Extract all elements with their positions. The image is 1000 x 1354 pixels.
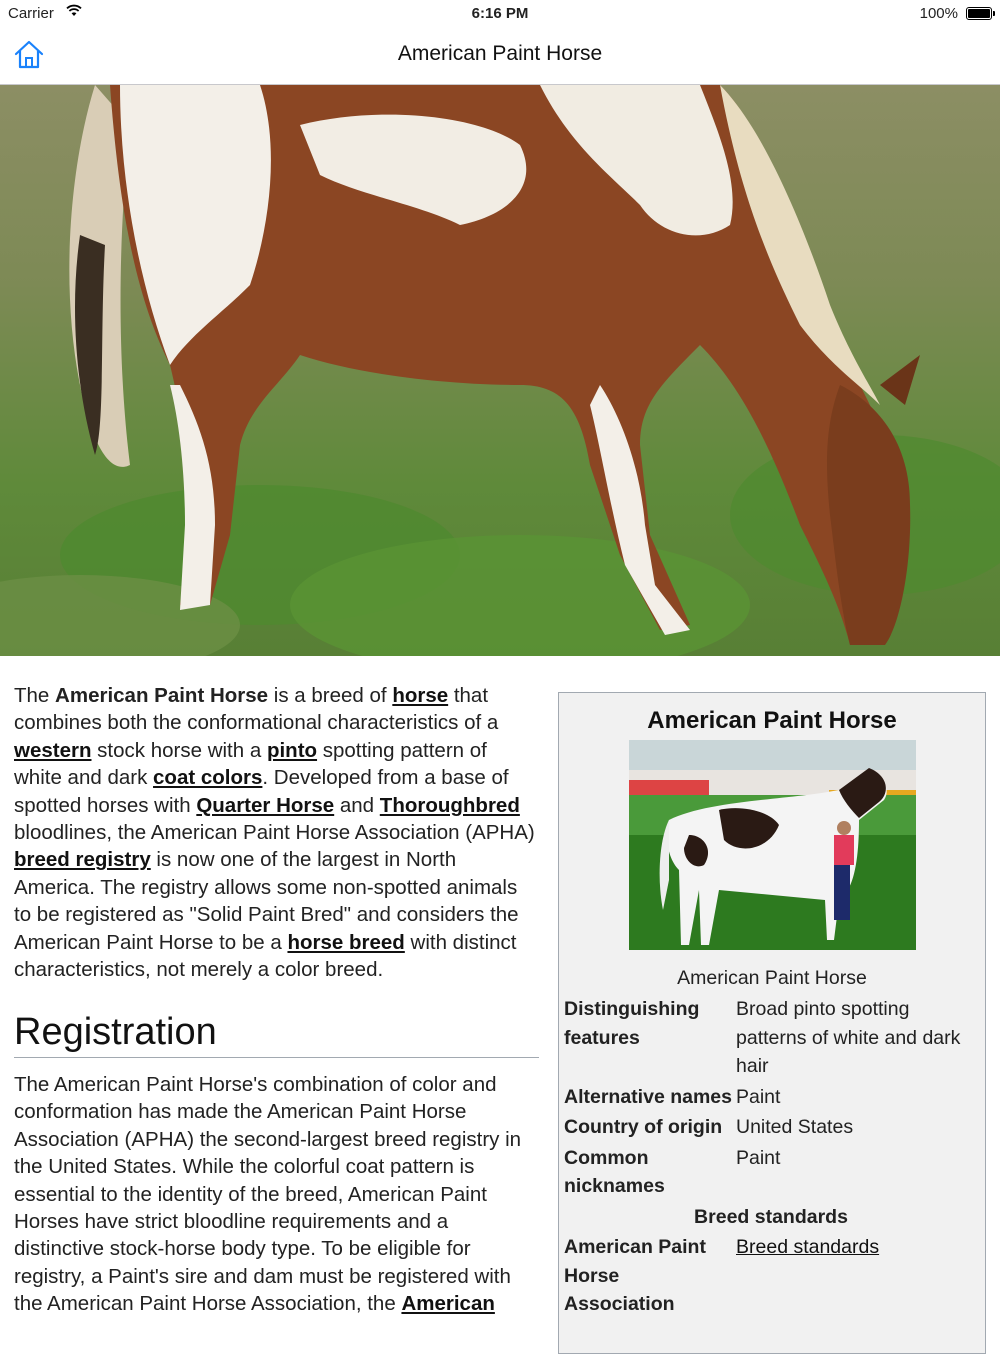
intro-paragraph: The American Paint Horse is a breed of horse that combines both the conformational characteristics of a western stock horse with a pinto spotting pattern of white and dark coat colors. Developed from a base of spotted horses with Quarter Horse and Thoroughbred bloodlines, the American Paint Horse Association (APHA) breed registry is now one of the largest in North America. The registry allows some non-spotted animals to be registered as "Solid Paint Bred" and considers the American Paint Horse to be a horse breed with distinct characteristics, not merely a color breed. <box>14 684 535 982</box>
article-body <box>14 682 539 1318</box>
status-bar <box>0 0 1000 28</box>
link-american[interactable]: American <box>401 1292 495 1316</box>
infobox <box>558 692 986 1354</box>
link-breed-standards[interactable]: Breed standards <box>736 1236 880 1258</box>
link-quarter-horse[interactable]: Quarter Horse <box>196 793 335 817</box>
page-title: American Paint Horse <box>397 42 603 65</box>
infobox-section-row <box>562 1202 980 1233</box>
row-label: Alternative names <box>564 1085 732 1108</box>
link-western[interactable]: western <box>14 738 92 762</box>
row-label: Country of origin <box>564 1116 723 1138</box>
link-pinto[interactable]: pinto <box>266 738 318 762</box>
infobox-row <box>562 1082 980 1113</box>
row-label: Common nicknames <box>564 1146 665 1197</box>
row-label: American Paint Horse Association <box>564 1236 706 1315</box>
row-value: Broad pinto spotting patterns of white and dark hair <box>736 998 961 1077</box>
infobox-caption: American Paint Horse <box>677 967 867 989</box>
row-value <box>734 1232 980 1320</box>
infobox-row <box>562 1112 980 1143</box>
row-value: United States <box>736 1116 854 1138</box>
row-value: Paint <box>736 1085 781 1108</box>
link-horse[interactable]: horse <box>392 684 449 707</box>
infobox-table <box>562 994 980 1320</box>
infobox-title: American Paint Horse <box>647 707 897 734</box>
link-horse-breed[interactable]: horse breed <box>287 930 405 954</box>
registration-paragraph: The American Paint Horse's combination of color and conformation has made the American Paint Horse Association (APHA) the second-largest breed registry in the United States. While the colorful coat pattern is essential to the identity of the breed, American Paint Horses have strict bloodline requirements and a distinctive stock-horse body type. To be eligible for registry, a Paint's sire and dam must be registered with the American Paint Horse Association, the American <box>14 1072 522 1316</box>
row-label: Distinguishing features <box>564 998 700 1049</box>
navigation-bar <box>0 28 1000 85</box>
clock: 6:16 PM <box>471 5 529 22</box>
link-thoroughbred[interactable]: Thoroughbred <box>379 793 520 817</box>
row-value: Paint <box>736 1146 781 1169</box>
infobox-row <box>562 1143 980 1202</box>
hero-horse-photo <box>0 85 1000 656</box>
link-breed-registry[interactable]: breed registry <box>14 848 151 872</box>
infobox-row <box>562 1232 980 1320</box>
infobox-row <box>562 994 980 1082</box>
link-coat-colors[interactable]: coat colors <box>153 766 263 790</box>
infobox-horse-photo <box>629 740 916 950</box>
battery-icon <box>966 7 992 20</box>
section-heading-registration: Registration <box>14 1019 539 1057</box>
battery-percent: 100% <box>919 5 958 22</box>
section-breed-standards: Breed standards <box>694 1205 848 1228</box>
carrier-label: Carrier <box>8 5 54 22</box>
